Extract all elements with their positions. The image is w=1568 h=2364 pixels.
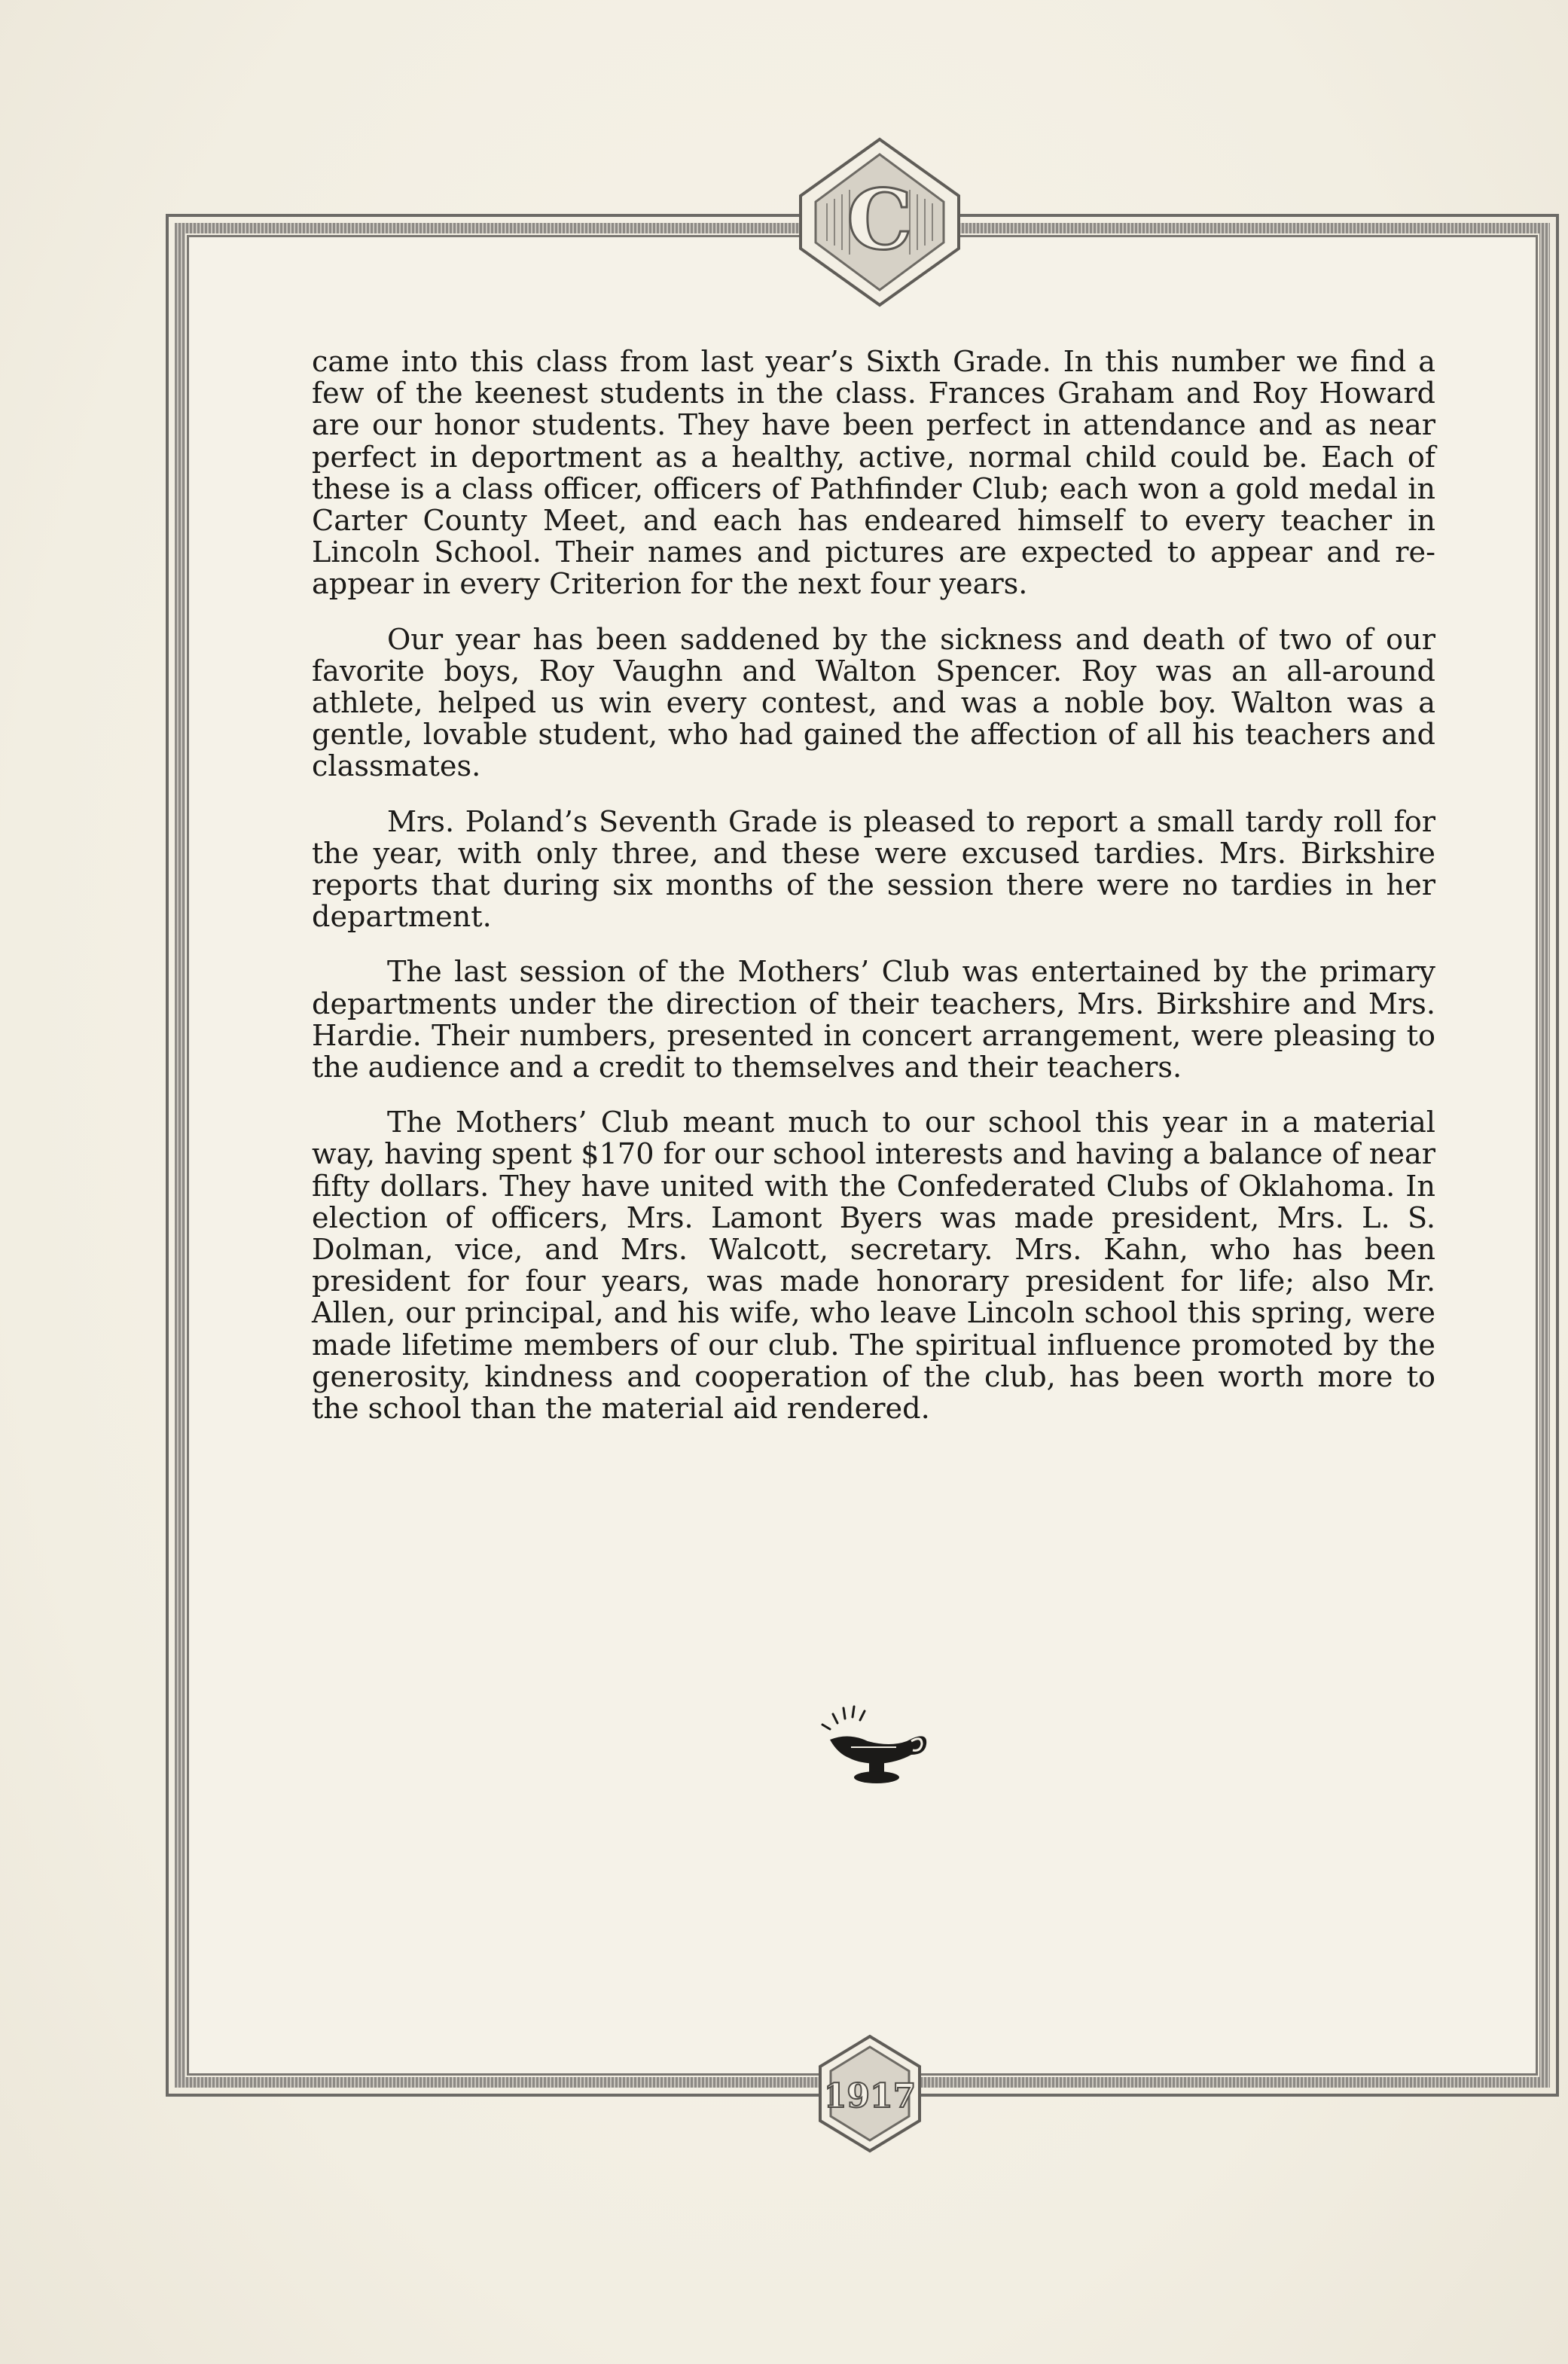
paragraph-3: Mrs. Poland’s Seventh Grade is pleased to report a small tardy roll for the year, with only three, and these were excused tardies. Mrs. Birkshire reports that during six months of the session there were no tardies in her department. bbox=[312, 805, 1435, 935]
paragraph-5: The Mothers’ Club meant much to our school this year in a material way, having spent $170 for our school interests and having a balance of near fifty dollars. They have united with the Confederated Clubs of Oklahoma. In election of officers, Mrs. Lamont Byers was made president, Mrs. L. S. Dolman, vice, and Mrs. Walcott, secretary. Mrs. Kahn, who has been president for four years, was made honorary president for life; also Mr. Allen, our principal, and his wife, who leave Lincoln school this spring, were made lifetime members of our club. The spiritual influence promoted by the generosity, kindness and cooperation of the club, has been worth more to the school than the material aid rendered. bbox=[312, 1106, 1435, 1426]
paragraph-4: The last session of the Mothers’ Club was entertained by the primary departments under the direction of their teachers, Mrs. Birkshire and Mrs. Hardie. Their numbers, presented in concert arrangement, were pleasing to the audience and a credit to themselves and their teachers. bbox=[312, 956, 1435, 1085]
paragraph-2: Our year has been saddened by the sickness and death of two of our favorite boys, Roy Vaughn and Walton Spencer. Roy was an all-around athlete, helped us win every contest, and was a noble boy. Walton was a gentle, lovable student, who had gained the affection of all his teachers and classmates. bbox=[312, 623, 1435, 784]
paragraph-1: came into this class from last year’s Sixth Grade. In this number we find a few of the keenest students in the class. Frances Graham and Roy Howard are our honor students. They have been perfect in attendance and as near perfect in deportment as a healthy, active, normal child could be. Each of these is a class officer, officers of Pathfinder Club; each won a gold medal in Carter County Meet, and each has endeared himself to every teacher in Lincoln School. Their names and pictures are expected to appear and re-appear in every Criterion for the next four years. bbox=[312, 346, 1435, 602]
year-hexagon-emblem-icon bbox=[817, 2033, 923, 2154]
emblem-letter: C bbox=[847, 171, 913, 268]
emblem-year: 1917 bbox=[823, 2077, 917, 2115]
article-body bbox=[312, 346, 1435, 1448]
letter-c-hexagon-emblem-icon bbox=[797, 136, 962, 309]
oil-lamp-icon bbox=[807, 1694, 935, 1792]
